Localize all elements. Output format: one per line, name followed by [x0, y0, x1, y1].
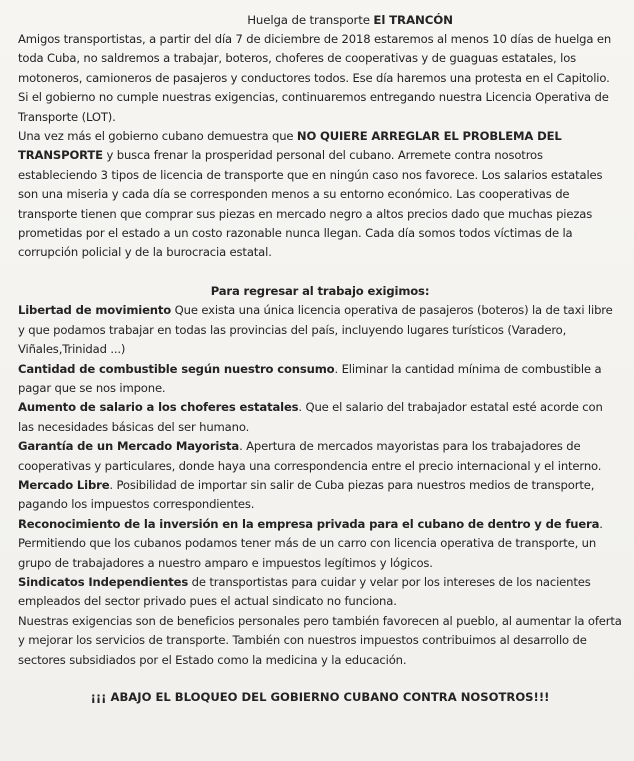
intro-paragraph: [18, 30, 622, 127]
demand-item: [18, 476, 622, 515]
title-name: El TRANCÓN: [373, 13, 453, 27]
demand-item: [18, 515, 622, 573]
demands-list: [18, 301, 622, 612]
demand-heading: Cantidad de combustible según nuestro consumo: [18, 361, 335, 376]
demand-item: [18, 437, 622, 476]
demand-item: [18, 301, 622, 359]
paragraph-text: Amigos transportistas, a partir del día 7 de diciembre de 2018 estaremos al menos 10 días de huelga en toda Cuba, no saldremos a trabajar, boteros, choferes de cooperativas y de guaguas estatales, los motoneros, camioneros de pasajeros y conductores todos. Ese día haremos una protesta en el Capitolio. Si el gobierno no cumple nuestras exigencias, continuaremos entregando nuestra Licencia Operativa de Transporte (LOT).: [18, 32, 612, 124]
intro-section: [18, 30, 622, 263]
demand-heading: Mercado Libre: [18, 477, 110, 492]
demand-body: Que exista una única licencia operativa de pasajeros (boteros) la de taxi libre y que podamos trabajar en todas las provincias del país, incluyendo lugares turísticos (Varadero, Viñales,Trinidad ...): [18, 303, 613, 357]
demand-heading: Sindicatos Independientes: [18, 574, 189, 589]
intro-paragraph: [18, 127, 622, 263]
demand-body: de transportistas para cuidar y velar por los intereses de los nacientes empleados del sector privado pues el actual sindicato no funciona.: [18, 574, 591, 609]
closing-slogan: ¡¡¡ ABAJO EL BLOQUEO DEL GOBIERNO CUBANO CONTRA NOSOTROS!!!: [90, 690, 550, 704]
demand-body: . Apertura de mercados mayoristas para los trabajadores de cooperativas y particulares, donde haya una correspondencia entre el precio internacional y el interno.: [18, 439, 602, 473]
demands-title: Para regresar al trabajo exigimos:: [210, 283, 430, 298]
demand-body: . Eliminar la cantidad mínima de combustible a pagar que se nos impone.: [18, 361, 602, 395]
demand-heading: Libertad de movimiento: [18, 303, 172, 318]
demand-item: [18, 573, 622, 612]
emphasis-text: NO QUIERE ARREGLAR EL PROBLEMA DEL TRANSPORTE: [18, 129, 562, 163]
demand-body: . Posibilidad de importar sin salir de Cuba piezas para nuestros medios de transporte, pagando los impuestos correspondientes.: [18, 477, 595, 512]
document-title: [18, 10, 622, 30]
paragraph-text: y busca frenar la prosperidad personal del cubano. Arremete contra nosotros estableciendo 3 tipos de licencia de transporte que en ningún caso nos favorece. Los salarios estatales son una miseria y cada día se corresponden menos a su entorno económico. Las cooperativas de transporte tienen que comprar sus piezas en mercado negro a altos precios dado que muchas piezas prometidas por el estado a un costo razonable nunca llegan. Cada día somos todos víctimas de la corrupción policial y de la burocracia estatal.: [18, 148, 603, 260]
demand-body: . Que el salario del trabajador estatal esté acorde con las necesidades básicas del ser humano.: [18, 400, 603, 434]
demand-heading: Aumento de salario a los choferes estatales: [18, 400, 299, 415]
demand-heading: Garantía de un Mercado Mayorista: [18, 439, 240, 454]
demand-item: [18, 360, 622, 399]
demand-body: . Permitiendo que los cubanos podamos tener más de un carro con licencia operativa de transporte, un grupo de trabajadores a nuestro amparo e impuestos legítimos y lógicos.: [18, 516, 603, 570]
conclusion-paragraph: Nuestras exigencias son de beneficios personales pero también favorecen al pueblo, al aumentar la oferta y mejorar los servicios de transporte. También con nuestros impuestos contribuimos al desarrollo de sectores subsidiados por el Estado como la medicina y la educación.: [18, 613, 622, 667]
demand-heading: Reconocimiento de la inversión en la empresa privada para el cubano de dentro y de fuera: [18, 516, 600, 531]
title-prefix: Huelga de transporte: [247, 13, 374, 27]
paragraph-text: Una vez más el gobierno cubano demuestra que: [18, 129, 297, 144]
demand-item: [18, 398, 622, 437]
